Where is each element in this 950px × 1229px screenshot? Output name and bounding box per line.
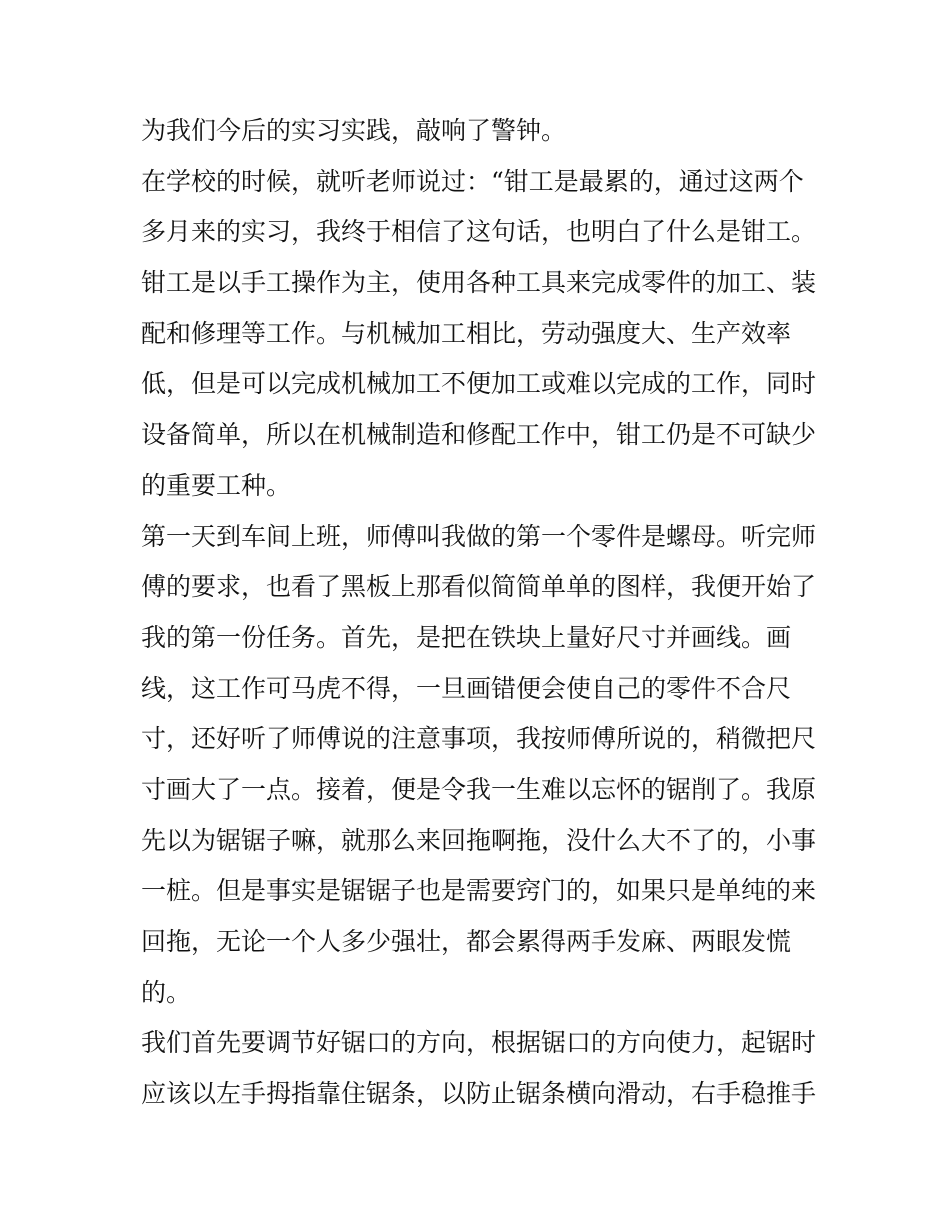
text-line: 多月来的实习，我终于相信了这句话，也明白了什么是钳工。 — [141, 217, 817, 247]
text-line: 为我们今后的实习实践，敲响了警钟。 — [141, 116, 567, 145]
text-line: 的重要工种。 — [141, 470, 292, 500]
text-line: 线，这工作可马虎不得，一旦画错便会使自己的零件不合尺 — [141, 673, 792, 703]
text-line: 设备简单，所以在机械制造和修配工作中，钳工仍是不可缺少 — [141, 420, 817, 450]
text-line: 在学校的时候，就听老师说过：“钳工是最累的，通过这两个 — [141, 166, 804, 196]
text-line: 回拖，无论一个人多少强壮，都会累得两手发麻、两眼发慌 — [141, 927, 792, 956]
text-line: 先以为锯锯子嘛，就那么来回拖啊拖，没什么大不了的，小事 — [141, 825, 817, 855]
text-line: 我们首先要调节好锯口的方向，根据锯口的方向使力，起锯时 — [141, 1028, 817, 1058]
text-line: 傅的要求，也看了黑板上那看似简简单单的图样，我便开始了 — [141, 572, 817, 602]
text-line: 寸，还好听了师傅说的注意事项，我按师傅所说的，稍微把尺 — [141, 724, 817, 754]
text-line: 配和修理等工作。与机械加工相比，劳动强度大、生产效率 — [141, 318, 792, 348]
text-line: 我的第一份任务。首先，是把在铁块上量好尺寸并画线。画 — [141, 622, 792, 652]
text-line: 的。 — [141, 977, 192, 1007]
text-line: 一桩。但是事实是锯锯子也是需要窍门的，如果只是单纯的来 — [141, 876, 817, 906]
text-line: 钳工是以手工操作为主，使用各种工具来完成零件的加工、装 — [141, 268, 817, 298]
text-line: 第一天到车间上班，师傅叫我做的第一个零件是螺母。听完师 — [141, 521, 817, 551]
text-line: 寸画大了一点。接着，便是令我一生难以忘怀的锯削了。我原 — [141, 774, 817, 804]
text-line: 低，但是可以完成机械加工不便加工或难以完成的工作，同时 — [141, 369, 817, 399]
text-line: 应该以左手拇指靠住锯条，以防止锯条横向滑动，右手稳推手 — [141, 1079, 817, 1109]
document-text — [141, 106, 817, 1120]
